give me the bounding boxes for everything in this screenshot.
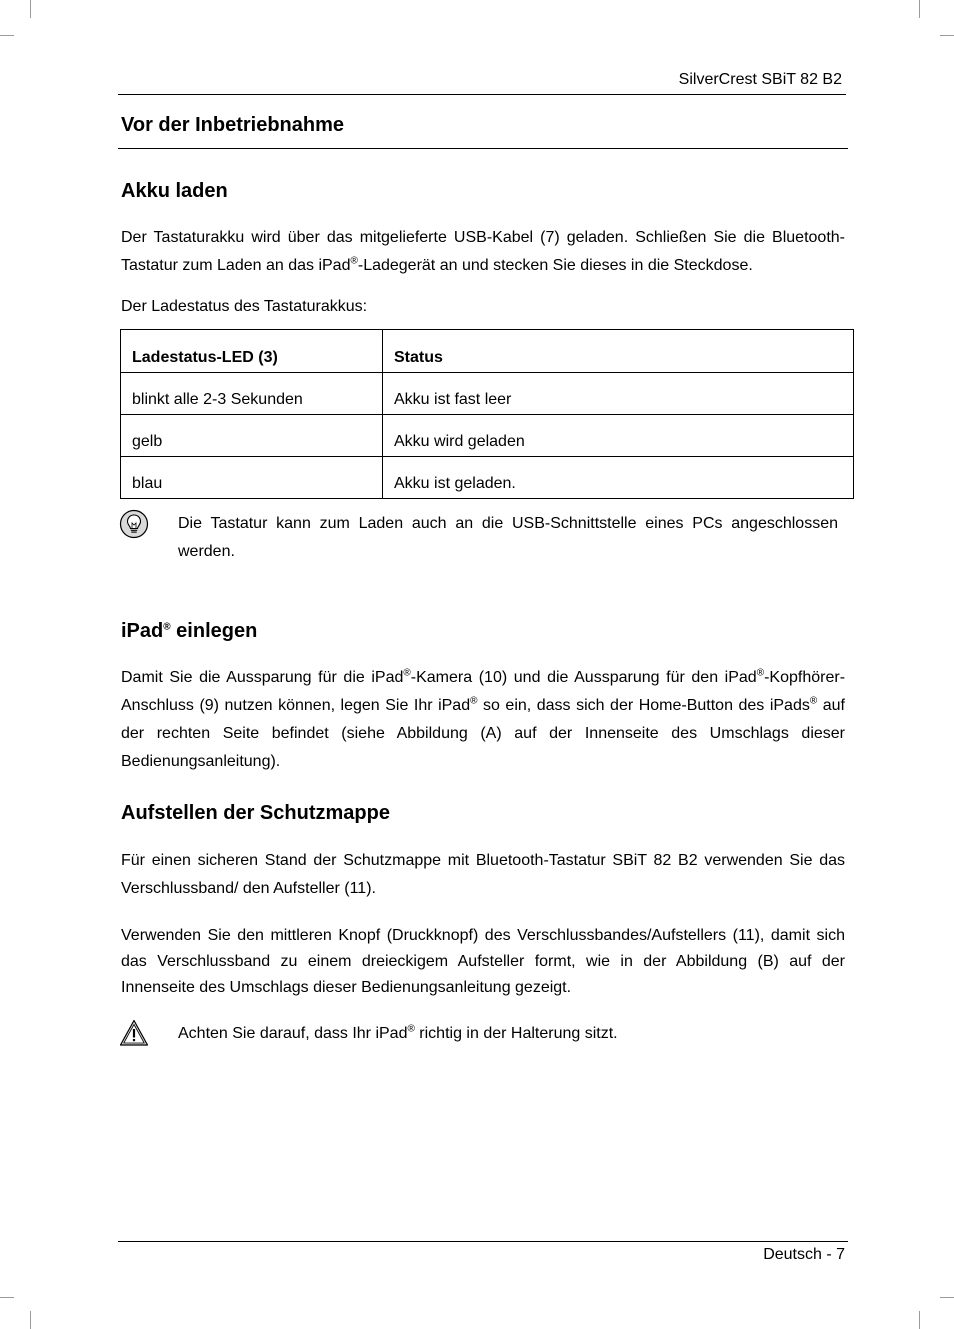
crop-mark bbox=[940, 35, 954, 36]
warning-icon bbox=[119, 1018, 149, 1048]
table-cell: blinkt alle 2-3 Sekunden bbox=[121, 373, 383, 415]
paragraph-ladestatus: Der Ladestatus des Tastaturakkus: bbox=[121, 298, 368, 315]
ladestatus-table bbox=[120, 329, 854, 499]
table-row bbox=[121, 415, 854, 457]
crop-mark bbox=[919, 0, 920, 18]
warning-note: Achten Sie darauf, dass Ihr iPad® richtig in der Halterung sitzt. bbox=[178, 1023, 618, 1042]
section-rule bbox=[118, 148, 848, 149]
table-cell: Akku ist fast leer bbox=[383, 373, 854, 415]
paragraph-akku: Der Tastaturakku wird über das mitgelieferte USB-Kabel (7) geladen. Schließen Sie die Bluetooth-Tastatur zum Laden an das iPad®-Ladegerät an und stecken Sie dieses in die Steckdose. bbox=[121, 229, 845, 274]
table-cell: Akku ist geladen. bbox=[383, 457, 854, 499]
section-title: Vor der Inbetriebnahme bbox=[121, 114, 345, 136]
table-cell: blau bbox=[121, 457, 383, 499]
crop-mark bbox=[919, 1311, 920, 1329]
paragraph-ipad: Damit Sie die Aussparung für die iPad®-Kamera (10) und die Aussparung für den iPad®-Kopfhörer-Anschluss (9) nutzen können, legen Sie Ihr iPad® so ein, dass sich der Home-Button des iPads® auf der rechten Seite befindet (siehe Abbildung (A) auf der Innenseite des Umschlags dieser Bedienungsanleitung). bbox=[121, 667, 846, 770]
footer-rule bbox=[118, 1241, 848, 1242]
table-cell: Akku wird geladen bbox=[383, 415, 854, 457]
heading-akku-laden: Akku laden bbox=[121, 180, 228, 202]
running-header: SilverCrest SBiT 82 B2 bbox=[678, 71, 842, 88]
crop-mark bbox=[30, 1311, 31, 1329]
lightbulb-icon bbox=[119, 509, 149, 539]
table-cell: gelb bbox=[121, 415, 383, 457]
crop-mark bbox=[30, 0, 31, 18]
paragraph-aufstellen-1: Für einen sicheren Stand der Schutzmappe mit Bluetooth-Tastatur SBiT 82 B2 verwenden Sie das Verschlussband/ den Aufsteller (11). bbox=[121, 852, 845, 897]
table-row bbox=[121, 457, 854, 499]
page-number: Deutsch - 7 bbox=[763, 1246, 845, 1263]
table-row bbox=[121, 373, 854, 415]
table-header-cell: Status bbox=[383, 330, 854, 373]
crop-mark bbox=[0, 1297, 14, 1298]
heading-ipad-einlegen: iPad® einlegen bbox=[121, 620, 258, 642]
table-header-row bbox=[121, 330, 854, 373]
heading-aufstellen: Aufstellen der Schutzmappe bbox=[121, 802, 390, 824]
paragraph-aufstellen-2: Verwenden Sie den mittleren Knopf (Druckknopf) des Verschlussbandes/Aufstellers (11), damit sich das Verschlussband zu einem dreieckigem Aufsteller formt, wie in der Abbildung (B) auf der Innenseite des Umschlags dieser Bedienungsanleitung gezeigt. bbox=[121, 927, 845, 996]
header-rule bbox=[118, 94, 846, 95]
table-header-cell: Ladestatus-LED (3) bbox=[121, 330, 383, 373]
tip-note: Die Tastatur kann zum Laden auch an die USB-Schnittstelle eines PCs angeschlossen werden. bbox=[178, 515, 838, 560]
crop-mark bbox=[940, 1297, 954, 1298]
crop-mark bbox=[0, 35, 14, 36]
